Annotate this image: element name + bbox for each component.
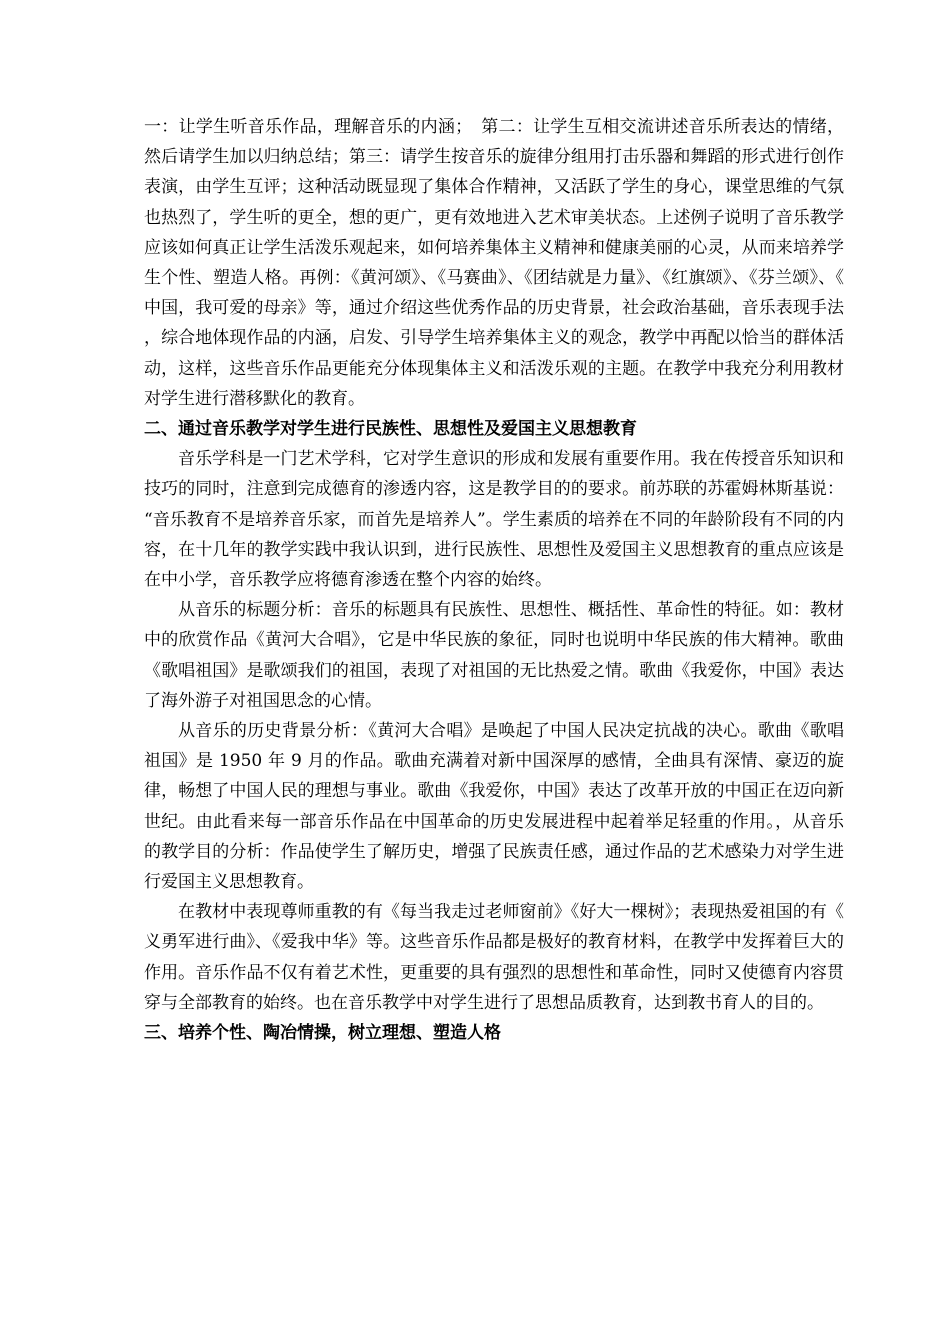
body-paragraph: 在教材中表现尊师重教的有《每当我走过老师窗前》《好大一棵树》；表现热爱祖国的有《义勇军进行曲》、《爱我中华》等。这些音乐作品都是极好的教育材料，在教学中发挥着巨大的作用。音乐作品不仅有着艺术性，更重要的具有强烈的思想性和革命性，同时又使德育内容贯穿与全部教育的始终。也在音乐教学中对学生进行了思想品质教育，达到教书育人的目的。 bbox=[144, 902, 844, 1013]
body-paragraph: 从音乐的历史背景分析：《黄河大合唱》是唤起了中国人民决定抗战的决心。歌曲《歌唱祖国》是 1950 年 9 月的作品。歌曲充满着对新中国深厚的感情，全曲具有深情、豪迈的旋律，畅想了中国人民的理想与事业。歌曲《我爱你，中国》表达了改革开放的中国正在迈向新世纪。由此看来每一部音乐作品在中国革命的历史发展进程中起着举足轻重的作用。，从音乐的教学目的分析：作品使学生了解历史，增强了民族责任感，通过作品的艺术感染力对学生进行爱国主义思想教育。 bbox=[144, 721, 844, 893]
body-paragraph: 从音乐的标题分析：音乐的标题具有民族性、思想性、概括性、革命性的特征。如：教材中的欣赏作品《黄河大合唱》，它是中华民族的象征，同时也说明中华民族的伟大精神。歌曲《歌唱祖国》是歌颂我们的祖国，表现了对祖国的无比热爱之情。歌曲《我爱你，中国》表达了海外游子对祖国思念的心情。 bbox=[144, 600, 844, 711]
body-paragraph: 音乐学科是一门艺术学科，它对学生意识的形成和发展有重要作用。我在传授音乐知识和技巧的同时，注意到完成德育的渗透内容，这是教学目的的要求。前苏联的苏霍姆林斯基说：“音乐教育不是培养音乐家，而首先是培养人”。学生素质的培养在不同的年龄阶段有不同的内容，在十几年的教学实践中我认识到，进行民族性、思想性及爱国主义思想教育的重点应该是在中小学，音乐教学应将德育渗透在整个内容的始终。 bbox=[144, 449, 844, 591]
document-page bbox=[144, 112, 844, 1048]
section-heading: 三、培养个性、陶冶情操，树立理想、塑造人格 bbox=[144, 1023, 501, 1044]
body-paragraph: 一：让学生听音乐作品，理解音乐的内涵； 第二：让学生互相交流讲述音乐所表达的情绪，然后请学生加以归纳总结；第三：请学生按音乐的旋律分组用打击乐器和舞蹈的形式进行创作表演，由学生互评；这种活动既显现了集体合作精神，又活跃了学生的身心，课堂思维的气氛也热烈了，学生听的更全，想的更广，更有效地进入艺术审美状态。上述例子说明了音乐教学应该如何真正让学生活泼乐观起来，如何培养集体主义精神和健康美丽的心灵，从而来培养学生个性、塑造人格。再例：《黄河颂》、《马赛曲》、《团结就是力量》、《红旗颂》、《芬兰颂》、《中国，我可爱的母亲》等，通过介绍这些优秀作品的历史背景，社会政治基础，音乐表现手法，综合地体现作品的内涵，启发、引导学生培养集体主义的观念，教学中再配以恰当的群体活动，这样，这些音乐作品更能充分体现集体主义和活泼乐观的主题。在教学中我充分利用教材对学生进行潜移默化的教育。 bbox=[144, 117, 844, 409]
section-heading: 二、通过音乐教学对学生进行民族性、思想性及爱国主义思想教育 bbox=[144, 419, 637, 440]
